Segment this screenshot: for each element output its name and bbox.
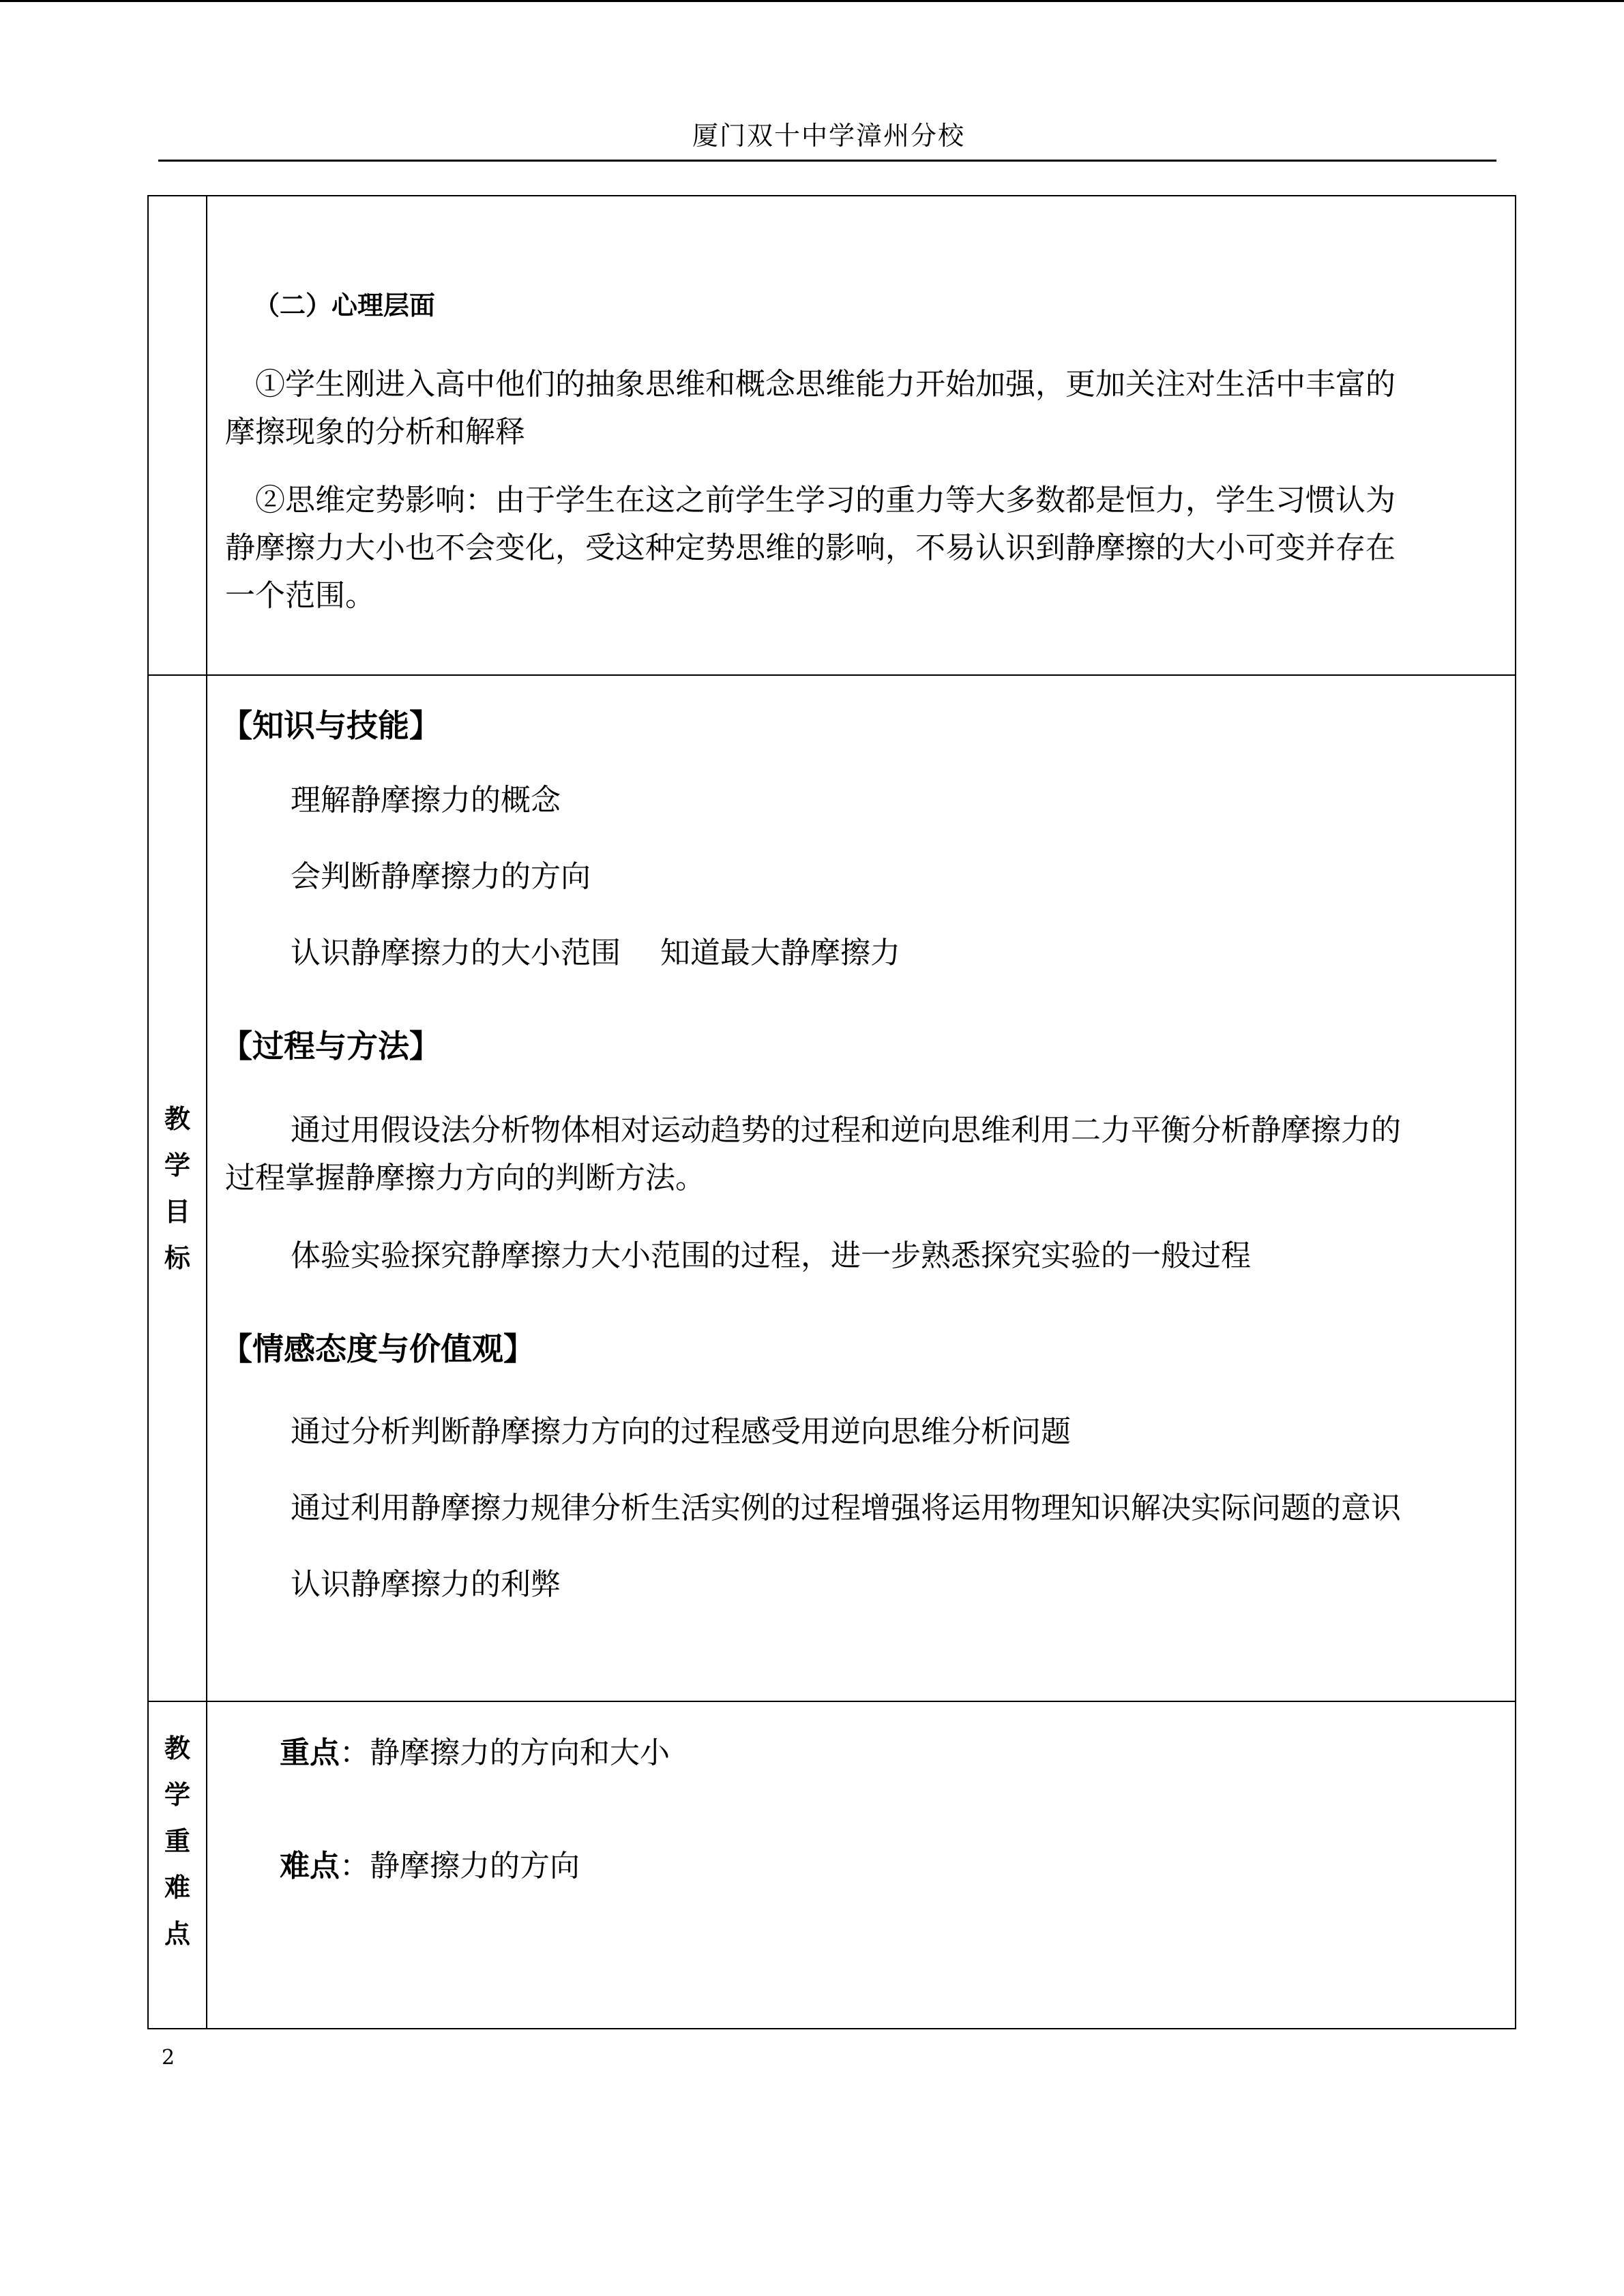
process-heading: 【过程与方法】 bbox=[221, 1028, 441, 1064]
focus-row bbox=[225, 1729, 1496, 1777]
process-paragraph-1: 通过用假设法分析物体相对运动趋势的过程和逆向思维利用二力平衡分析静摩擦力的 过程掌握静摩擦力方向的判断方法。 bbox=[225, 1113, 1401, 1195]
process-paragraph-2: 体验实验探究静摩擦力大小范围的过程，进一步熟悉探究实验的一般过程 bbox=[291, 1238, 1251, 1273]
header-divider bbox=[158, 160, 1496, 162]
lesson-plan-table bbox=[147, 195, 1516, 2029]
page-top-border bbox=[0, 0, 1624, 2]
emotion-item: 通过分析判断静摩擦力方向的过程感受用逆向思维分析问题 bbox=[291, 1414, 1071, 1449]
knowledge-item: 会判断静摩擦力的方向 bbox=[291, 859, 591, 894]
difficulty-row bbox=[225, 1843, 1496, 1890]
objectives-content-cell bbox=[207, 675, 1516, 1701]
psychology-point-2: ②思维定势影响：由于学生在这之前学生学习的重力等大多数都是恒力，学生习惯认为 静摩擦力大小也不会变化，受这种定势思维的影响，不易认识到静摩擦的大小可变并存在 一个范围。 bbox=[225, 483, 1396, 613]
page-number: 2 bbox=[162, 2046, 175, 2070]
key-points-label: 教 学 重 难 点 bbox=[164, 1733, 190, 1949]
psychology-point-1: ①学生刚进入高中他们的抽象思维和概念思维能力开始加强，更加关注对生活中丰富的 摩擦现象的分析和解释 bbox=[225, 367, 1396, 449]
emotion-item: 认识静摩擦力的利弊 bbox=[291, 1567, 561, 1602]
knowledge-item: 理解静摩擦力的概念 bbox=[291, 783, 561, 818]
knowledge-item: 认识静摩擦力的大小范围 知道最大静摩擦力 bbox=[291, 936, 900, 970]
header-school-name: 厦门双十中学漳州分校 bbox=[692, 121, 965, 151]
psychology-content-cell bbox=[207, 196, 1516, 675]
objectives-label: 教 学 目 标 bbox=[164, 1103, 190, 1273]
objectives-label-cell bbox=[148, 675, 207, 1701]
emotion-heading: 【情感态度与价值观】 bbox=[221, 1330, 535, 1367]
key-points-content-cell bbox=[207, 1701, 1516, 2029]
focus-text: ：静摩擦力的方向和大小 bbox=[340, 1735, 670, 1770]
knowledge-heading: 【知识与技能】 bbox=[221, 707, 441, 744]
difficulty-label: 难点 bbox=[280, 1849, 340, 1883]
key-points-label-cell bbox=[148, 1701, 207, 2029]
difficulty-text: ：静摩擦力的方向 bbox=[340, 1849, 580, 1883]
objectives-row bbox=[148, 675, 1516, 1701]
focus-label: 重点 bbox=[280, 1735, 340, 1770]
psychology-label-cell bbox=[148, 196, 207, 675]
psychology-heading: （二）心理层面 bbox=[254, 290, 436, 320]
emotion-item: 通过利用静摩擦力规律分析生活实例的过程增强将运用物理知识解决实际问题的意识 bbox=[291, 1491, 1401, 1525]
key-points-row bbox=[148, 1701, 1516, 2029]
psychology-row bbox=[148, 196, 1516, 675]
